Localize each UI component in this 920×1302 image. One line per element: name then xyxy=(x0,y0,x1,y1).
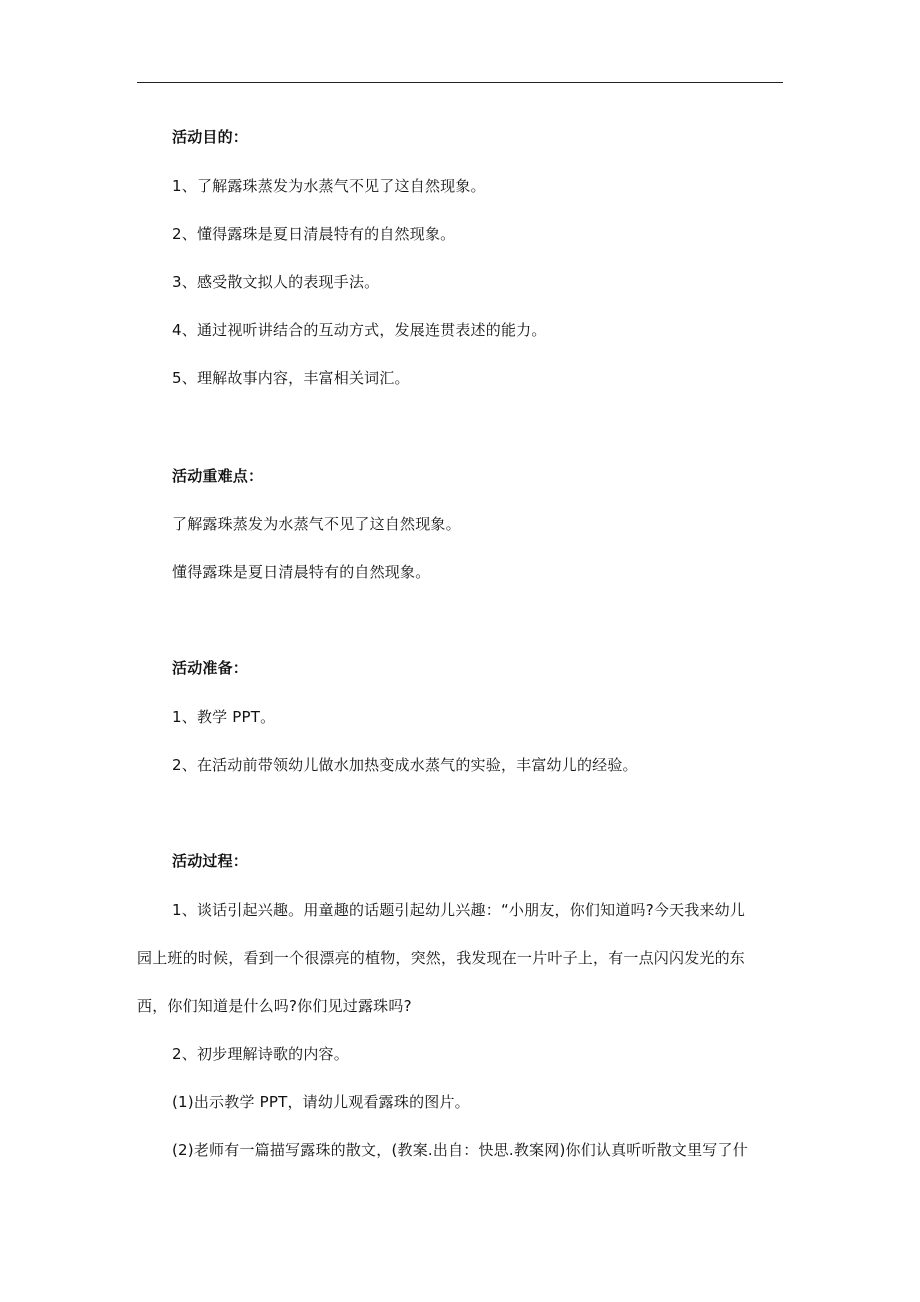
process-item-2: 2、初步理解诗歌的内容。 xyxy=(172,1045,349,1063)
process-para1-line-2: 园上班的时候，看到一个很漂亮的植物，突然，我发现在一片叶子上，有一点闪闪发光的东 xyxy=(137,949,746,967)
goals-item-4: 4、通过视听讲结合的互动方式，发展连贯表述的能力。 xyxy=(172,321,547,339)
goals-item-5: 5、理解故事内容，丰富相关词汇。 xyxy=(172,369,410,387)
preparation-item-2: 2、在活动前带领幼儿做水加热变成水蒸气的实验，丰富幼儿的经验。 xyxy=(172,756,638,774)
process-sub-2: (2)老师有一篇描写露珠的散文，(教案.出自：快思.教案网)你们认真听听散文里写了什 xyxy=(172,1141,748,1159)
key-points-heading: 活动重难点： xyxy=(172,467,264,485)
goals-item-1: 1、了解露珠蒸发为水蒸气不见了这自然现象。 xyxy=(172,177,486,195)
key-points-item-1: 了解露珠蒸发为水蒸气不见了这自然现象。 xyxy=(172,515,461,533)
process-sub-1: (1)出示教学 PPT，请幼儿观看露珠的图片。 xyxy=(172,1093,470,1111)
preparation-item-1: 1、教学 PPT。 xyxy=(172,708,276,726)
header-rule xyxy=(137,82,783,83)
goals-heading: 活动目的： xyxy=(172,128,249,146)
process-heading: 活动过程： xyxy=(172,852,249,870)
process-para1-line-1: 1、谈话引起兴趣。用童趣的话题引起幼儿兴趣：“小朋友，你们知道吗?今天我来幼儿 xyxy=(172,901,746,919)
goals-item-3: 3、感受散文拟人的表现手法。 xyxy=(172,273,380,291)
process-para1-line-3: 西，你们知道是什么吗?你们见过露珠吗? xyxy=(137,997,412,1015)
preparation-heading: 活动准备： xyxy=(172,659,249,677)
key-points-item-2: 懂得露珠是夏日清晨特有的自然现象。 xyxy=(172,563,431,581)
goals-item-2: 2、懂得露珠是夏日清晨特有的自然现象。 xyxy=(172,225,456,243)
